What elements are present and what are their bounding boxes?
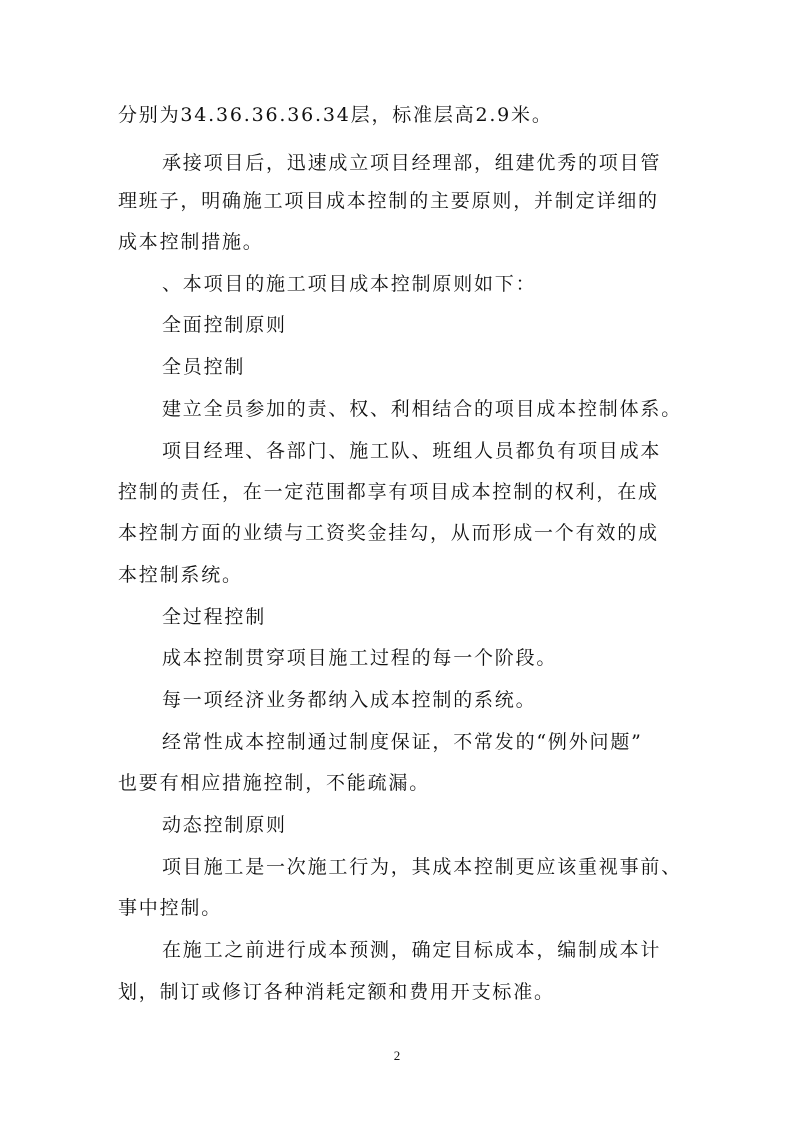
body-line: 事中控制。 (118, 897, 223, 919)
page-number: 2 (393, 1048, 401, 1063)
subsection-heading: 全员控制 (162, 356, 246, 378)
body-line: 本控制方面的业绩与工资奖金挂勾，从而形成一个有效的成 (118, 522, 659, 544)
body-line: 划，制订或修订各种消耗定额和费用开支标准。 (118, 981, 555, 1003)
subsection-heading: 全过程控制 (162, 606, 267, 628)
paragraph-first-line: 项目施工是一次施工行为，其成本控制更应该重视事前、 (162, 856, 683, 878)
paragraph-first-line: 建立全员参加的责、权、利相结合的项目成本控制体系。 (162, 398, 683, 420)
body-line: 也要有相应措施控制，不能疏漏。 (118, 772, 431, 794)
section-heading: 、本项目的施工项目成本控制原则如下： (162, 273, 537, 295)
body-line: 本控制系统。 (118, 564, 243, 586)
paragraph-first-line: 承接项目后，迅速成立项目经理部，组建优秀的项目管 (162, 152, 662, 174)
paragraph-first-line: 经常性成本控制通过制度保证，不常发的“例外问题” (162, 731, 643, 753)
paragraph-first-line: 成本控制贯穿项目施工过程的每一个阶段。 (162, 647, 558, 669)
paragraph-first-line: 每一项经济业务都纳入成本控制的系统。 (162, 689, 537, 711)
paragraph-first-line: 在施工之前进行成本预测，确定目标成本，编制成本计 (162, 939, 662, 961)
body-line: 成本控制措施。 (118, 231, 264, 253)
body-line: 分别为34.36.36.36.34层，标准层高2.9米。 (118, 104, 553, 126)
body-line: 理班子，明确施工项目成本控制的主要原则，并制定详细的 (118, 190, 659, 212)
body-line: 控制的责任，在一定范围都享有项目成本控制的权利，在成 (118, 481, 659, 503)
paragraph-first-line: 项目经理、各部门、施工队、班组人员都负有项目成本 (162, 440, 662, 462)
subsection-heading: 动态控制原则 (162, 814, 287, 836)
subsection-heading: 全面控制原则 (162, 314, 287, 336)
